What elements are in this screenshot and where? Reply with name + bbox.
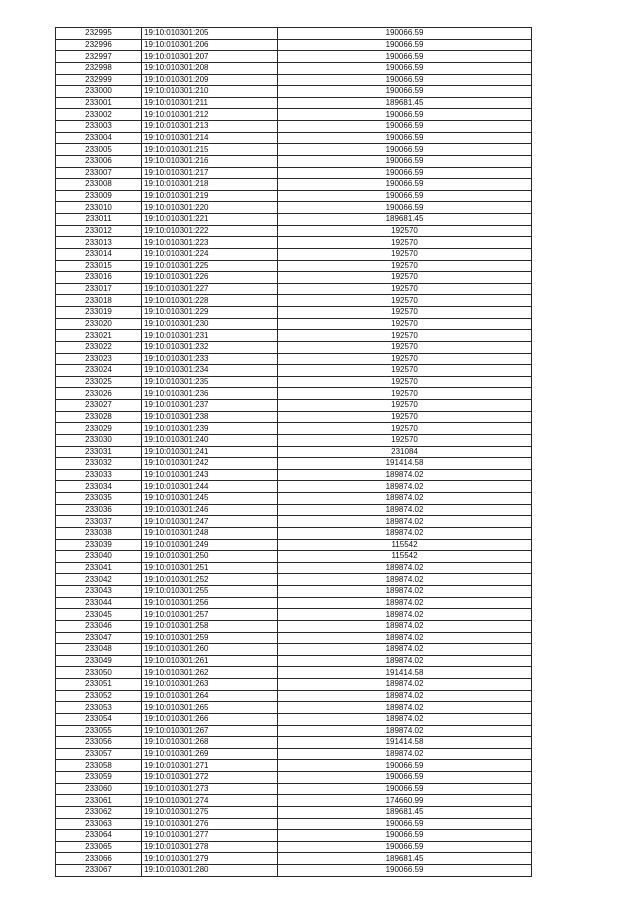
value-cell: 189874.02 (278, 748, 532, 760)
value-cell: 192570 (278, 341, 532, 353)
value-cell: 190066.59 (278, 28, 532, 40)
cadastral-number-cell: 19:10:010301:232 (142, 341, 278, 353)
cadastral-number-cell: 19:10:010301:263 (142, 679, 278, 691)
value-cell: 189874.02 (278, 504, 532, 516)
row-number-cell: 233011 (56, 214, 142, 226)
row-number-cell: 233041 (56, 562, 142, 574)
row-number-cell: 233001 (56, 97, 142, 109)
table-row (56, 562, 532, 574)
cadastral-number-cell: 19:10:010301:207 (142, 51, 278, 63)
value-cell: 189874.02 (278, 586, 532, 598)
row-number-cell: 233025 (56, 376, 142, 388)
table-row (56, 423, 532, 435)
cadastral-number-cell: 19:10:010301:206 (142, 39, 278, 51)
value-cell: 115542 (278, 551, 532, 563)
table-row (56, 51, 532, 63)
cadastral-number-cell: 19:10:010301:249 (142, 539, 278, 551)
row-number-cell: 233061 (56, 795, 142, 807)
cadastral-number-cell: 19:10:010301:228 (142, 295, 278, 307)
cadastral-number-cell: 19:10:010301:213 (142, 121, 278, 133)
value-cell: 190066.59 (278, 144, 532, 156)
table-row (56, 713, 532, 725)
value-cell: 115542 (278, 539, 532, 551)
table-body (56, 28, 532, 877)
value-cell: 190066.59 (278, 179, 532, 191)
value-cell: 192570 (278, 423, 532, 435)
value-cell: 192570 (278, 388, 532, 400)
value-cell: 191414.58 (278, 737, 532, 749)
row-number-cell: 233017 (56, 283, 142, 295)
table-row (56, 214, 532, 226)
row-number-cell: 233029 (56, 423, 142, 435)
row-number-cell: 233035 (56, 493, 142, 505)
table-row (56, 772, 532, 784)
value-cell: 174660.99 (278, 795, 532, 807)
table-row (56, 690, 532, 702)
value-cell: 192570 (278, 434, 532, 446)
table-row (56, 74, 532, 86)
cadastral-number-cell: 19:10:010301:210 (142, 86, 278, 98)
table-row (56, 318, 532, 330)
value-cell: 189874.02 (278, 469, 532, 481)
table-row (56, 539, 532, 551)
value-cell: 192570 (278, 330, 532, 342)
row-number-cell: 233064 (56, 830, 142, 842)
table-row (56, 806, 532, 818)
table-row (56, 795, 532, 807)
row-number-cell: 233039 (56, 539, 142, 551)
row-number-cell: 233031 (56, 446, 142, 458)
row-number-cell: 233037 (56, 516, 142, 528)
cadastral-number-cell: 19:10:010301:205 (142, 28, 278, 40)
cadastral-number-cell: 19:10:010301:223 (142, 237, 278, 249)
row-number-cell: 233050 (56, 667, 142, 679)
cadastral-number-cell: 19:10:010301:221 (142, 214, 278, 226)
value-cell: 190066.59 (278, 132, 532, 144)
table-row (56, 620, 532, 632)
table-row (56, 702, 532, 714)
table-row (56, 97, 532, 109)
table-row (56, 330, 532, 342)
value-cell: 192570 (278, 411, 532, 423)
row-number-cell: 233024 (56, 365, 142, 377)
row-number-cell: 232996 (56, 39, 142, 51)
cadastral-number-cell: 19:10:010301:230 (142, 318, 278, 330)
cadastral-number-cell: 19:10:010301:243 (142, 469, 278, 481)
table-row (56, 655, 532, 667)
table-row (56, 62, 532, 74)
cadastral-number-cell: 19:10:010301:276 (142, 818, 278, 830)
table-row (56, 353, 532, 365)
cadastral-number-cell: 19:10:010301:260 (142, 644, 278, 656)
cadastral-number-cell: 19:10:010301:274 (142, 795, 278, 807)
value-cell: 192570 (278, 248, 532, 260)
cadastral-number-cell: 19:10:010301:211 (142, 97, 278, 109)
cadastral-number-cell: 19:10:010301:268 (142, 737, 278, 749)
value-cell: 189874.02 (278, 655, 532, 667)
row-number-cell: 233036 (56, 504, 142, 516)
row-number-cell: 233058 (56, 760, 142, 772)
row-number-cell: 233038 (56, 527, 142, 539)
table-row (56, 283, 532, 295)
table-row (56, 307, 532, 319)
row-number-cell: 233002 (56, 109, 142, 121)
table-row (56, 865, 532, 877)
table-row (56, 411, 532, 423)
table-row (56, 527, 532, 539)
table-row (56, 132, 532, 144)
cadastral-number-cell: 19:10:010301:217 (142, 167, 278, 179)
table-row (56, 597, 532, 609)
table-row (56, 260, 532, 272)
table-row (56, 458, 532, 470)
table-row (56, 155, 532, 167)
value-cell: 189874.02 (278, 481, 532, 493)
cadastral-number-cell: 19:10:010301:224 (142, 248, 278, 260)
table-row (56, 679, 532, 691)
value-cell: 190066.59 (278, 39, 532, 51)
row-number-cell: 233051 (56, 679, 142, 691)
value-cell: 189874.02 (278, 493, 532, 505)
table-row (56, 818, 532, 830)
value-cell: 189874.02 (278, 574, 532, 586)
cadastral-number-cell: 19:10:010301:218 (142, 179, 278, 191)
cadastral-number-cell: 19:10:010301:251 (142, 562, 278, 574)
row-number-cell: 233026 (56, 388, 142, 400)
cadastral-number-cell: 19:10:010301:262 (142, 667, 278, 679)
value-cell: 192570 (278, 376, 532, 388)
cadastral-number-cell: 19:10:010301:237 (142, 400, 278, 412)
cadastral-number-cell: 19:10:010301:264 (142, 690, 278, 702)
cadastral-number-cell: 19:10:010301:273 (142, 783, 278, 795)
table-row (56, 167, 532, 179)
value-cell: 190066.59 (278, 109, 532, 121)
cadastral-number-cell: 19:10:010301:233 (142, 353, 278, 365)
cadastral-number-cell: 19:10:010301:208 (142, 62, 278, 74)
cadastral-number-cell: 19:10:010301:266 (142, 713, 278, 725)
value-cell: 190066.59 (278, 86, 532, 98)
cadastral-number-cell: 19:10:010301:234 (142, 365, 278, 377)
cadastral-number-cell: 19:10:010301:245 (142, 493, 278, 505)
cadastral-number-cell: 19:10:010301:231 (142, 330, 278, 342)
value-cell: 192570 (278, 237, 532, 249)
value-cell: 192570 (278, 225, 532, 237)
cadastral-number-cell: 19:10:010301:248 (142, 527, 278, 539)
row-number-cell: 233013 (56, 237, 142, 249)
table-row (56, 469, 532, 481)
table-row (56, 830, 532, 842)
row-number-cell: 233021 (56, 330, 142, 342)
row-number-cell: 233040 (56, 551, 142, 563)
table-row (56, 737, 532, 749)
table-row (56, 551, 532, 563)
value-cell: 190066.59 (278, 772, 532, 784)
row-number-cell: 233023 (56, 353, 142, 365)
row-number-cell: 233060 (56, 783, 142, 795)
row-number-cell: 233056 (56, 737, 142, 749)
value-cell: 192570 (278, 318, 532, 330)
table-row (56, 376, 532, 388)
table-row (56, 248, 532, 260)
cadastral-number-cell: 19:10:010301:229 (142, 307, 278, 319)
row-number-cell: 233066 (56, 853, 142, 865)
value-cell: 190066.59 (278, 155, 532, 167)
value-cell: 189874.02 (278, 632, 532, 644)
cadastral-number-cell: 19:10:010301:244 (142, 481, 278, 493)
value-cell: 189874.02 (278, 527, 532, 539)
cadastral-number-cell: 19:10:010301:272 (142, 772, 278, 784)
value-cell: 189681.45 (278, 853, 532, 865)
row-number-cell: 233018 (56, 295, 142, 307)
table-row (56, 121, 532, 133)
row-number-cell: 232999 (56, 74, 142, 86)
row-number-cell: 233057 (56, 748, 142, 760)
data-table (55, 27, 532, 877)
table-row (56, 86, 532, 98)
row-number-cell: 233047 (56, 632, 142, 644)
row-number-cell: 233048 (56, 644, 142, 656)
value-cell: 192570 (278, 295, 532, 307)
row-number-cell: 233010 (56, 202, 142, 214)
table-row (56, 202, 532, 214)
row-number-cell: 233045 (56, 609, 142, 621)
row-number-cell: 233067 (56, 865, 142, 877)
table-row (56, 516, 532, 528)
table-row (56, 667, 532, 679)
cadastral-number-cell: 19:10:010301:215 (142, 144, 278, 156)
row-number-cell: 233055 (56, 725, 142, 737)
table-row (56, 644, 532, 656)
cadastral-number-cell: 19:10:010301:240 (142, 434, 278, 446)
cadastral-number-cell: 19:10:010301:239 (142, 423, 278, 435)
value-cell: 190066.59 (278, 830, 532, 842)
value-cell: 192570 (278, 353, 532, 365)
value-cell: 189681.45 (278, 806, 532, 818)
value-cell: 190066.59 (278, 818, 532, 830)
cadastral-number-cell: 19:10:010301:236 (142, 388, 278, 400)
cadastral-number-cell: 19:10:010301:258 (142, 620, 278, 632)
value-cell: 189681.45 (278, 214, 532, 226)
cadastral-number-cell: 19:10:010301:235 (142, 376, 278, 388)
cadastral-number-cell: 19:10:010301:255 (142, 586, 278, 598)
row-number-cell: 232995 (56, 28, 142, 40)
table-row (56, 39, 532, 51)
row-number-cell: 233043 (56, 586, 142, 598)
cadastral-number-cell: 19:10:010301:247 (142, 516, 278, 528)
table-row (56, 760, 532, 772)
cadastral-number-cell: 19:10:010301:250 (142, 551, 278, 563)
cadastral-number-cell: 19:10:010301:246 (142, 504, 278, 516)
cadastral-number-cell: 19:10:010301:241 (142, 446, 278, 458)
cadastral-number-cell: 19:10:010301:279 (142, 853, 278, 865)
row-number-cell: 232998 (56, 62, 142, 74)
table-row (56, 190, 532, 202)
value-cell: 189874.02 (278, 644, 532, 656)
value-cell: 190066.59 (278, 202, 532, 214)
value-cell: 192570 (278, 260, 532, 272)
cadastral-number-cell: 19:10:010301:238 (142, 411, 278, 423)
table-row (56, 144, 532, 156)
table-row (56, 609, 532, 621)
cadastral-number-cell: 19:10:010301:280 (142, 865, 278, 877)
row-number-cell: 233015 (56, 260, 142, 272)
value-cell: 190066.59 (278, 62, 532, 74)
cadastral-number-cell: 19:10:010301:227 (142, 283, 278, 295)
row-number-cell: 233006 (56, 155, 142, 167)
row-number-cell: 233059 (56, 772, 142, 784)
value-cell: 189874.02 (278, 597, 532, 609)
value-cell: 192570 (278, 272, 532, 284)
row-number-cell: 233030 (56, 434, 142, 446)
table-row (56, 388, 532, 400)
row-number-cell: 232997 (56, 51, 142, 63)
value-cell: 189874.02 (278, 690, 532, 702)
table-row (56, 295, 532, 307)
row-number-cell: 233016 (56, 272, 142, 284)
row-number-cell: 233008 (56, 179, 142, 191)
table-row (56, 493, 532, 505)
row-number-cell: 233004 (56, 132, 142, 144)
cadastral-number-cell: 19:10:010301:265 (142, 702, 278, 714)
table-row (56, 446, 532, 458)
value-cell: 189874.02 (278, 562, 532, 574)
value-cell: 190066.59 (278, 167, 532, 179)
cadastral-number-cell: 19:10:010301:209 (142, 74, 278, 86)
value-cell: 190066.59 (278, 190, 532, 202)
cadastral-number-cell: 19:10:010301:269 (142, 748, 278, 760)
row-number-cell: 233003 (56, 121, 142, 133)
value-cell: 192570 (278, 365, 532, 377)
row-number-cell: 233062 (56, 806, 142, 818)
cadastral-number-cell: 19:10:010301:222 (142, 225, 278, 237)
table-row (56, 179, 532, 191)
value-cell: 190066.59 (278, 841, 532, 853)
row-number-cell: 233046 (56, 620, 142, 632)
row-number-cell: 233049 (56, 655, 142, 667)
value-cell: 190066.59 (278, 760, 532, 772)
value-cell: 189874.02 (278, 609, 532, 621)
row-number-cell: 233065 (56, 841, 142, 853)
table-row (56, 341, 532, 353)
value-cell: 190066.59 (278, 74, 532, 86)
table-row (56, 853, 532, 865)
cadastral-number-cell: 19:10:010301:212 (142, 109, 278, 121)
value-cell: 189874.02 (278, 725, 532, 737)
cadastral-number-cell: 19:10:010301:256 (142, 597, 278, 609)
table-row (56, 504, 532, 516)
table-row (56, 748, 532, 760)
table-row (56, 225, 532, 237)
table-row (56, 400, 532, 412)
row-number-cell: 233053 (56, 702, 142, 714)
value-cell: 189874.02 (278, 702, 532, 714)
row-number-cell: 233044 (56, 597, 142, 609)
value-cell: 190066.59 (278, 865, 532, 877)
value-cell: 189874.02 (278, 516, 532, 528)
table-row (56, 574, 532, 586)
value-cell: 189681.45 (278, 97, 532, 109)
cadastral-number-cell: 19:10:010301:252 (142, 574, 278, 586)
value-cell: 231084 (278, 446, 532, 458)
value-cell: 192570 (278, 283, 532, 295)
table-row (56, 481, 532, 493)
row-number-cell: 233063 (56, 818, 142, 830)
cadastral-number-cell: 19:10:010301:261 (142, 655, 278, 667)
table-row (56, 725, 532, 737)
value-cell: 190066.59 (278, 51, 532, 63)
row-number-cell: 233042 (56, 574, 142, 586)
row-number-cell: 233022 (56, 341, 142, 353)
row-number-cell: 233009 (56, 190, 142, 202)
row-number-cell: 233054 (56, 713, 142, 725)
row-number-cell: 233034 (56, 481, 142, 493)
table-row (56, 841, 532, 853)
table-row (56, 434, 532, 446)
value-cell: 189874.02 (278, 620, 532, 632)
cadastral-number-cell: 19:10:010301:259 (142, 632, 278, 644)
cadastral-number-cell: 19:10:010301:242 (142, 458, 278, 470)
cadastral-number-cell: 19:10:010301:278 (142, 841, 278, 853)
table-row (56, 783, 532, 795)
value-cell: 191414.58 (278, 667, 532, 679)
cadastral-number-cell: 19:10:010301:267 (142, 725, 278, 737)
cadastral-number-cell: 19:10:010301:271 (142, 760, 278, 772)
row-number-cell: 233028 (56, 411, 142, 423)
value-cell: 191414.58 (278, 458, 532, 470)
table-row (56, 586, 532, 598)
table-row (56, 237, 532, 249)
table-row (56, 632, 532, 644)
table-row (56, 365, 532, 377)
cadastral-number-cell: 19:10:010301:220 (142, 202, 278, 214)
row-number-cell: 233007 (56, 167, 142, 179)
cadastral-number-cell: 19:10:010301:214 (142, 132, 278, 144)
cadastral-number-cell: 19:10:010301:226 (142, 272, 278, 284)
table-row (56, 28, 532, 40)
row-number-cell: 233020 (56, 318, 142, 330)
cadastral-number-cell: 19:10:010301:257 (142, 609, 278, 621)
row-number-cell: 233019 (56, 307, 142, 319)
value-cell: 189874.02 (278, 713, 532, 725)
table-row (56, 272, 532, 284)
value-cell: 192570 (278, 400, 532, 412)
value-cell: 189874.02 (278, 679, 532, 691)
value-cell: 192570 (278, 307, 532, 319)
row-number-cell: 233032 (56, 458, 142, 470)
cadastral-number-cell: 19:10:010301:219 (142, 190, 278, 202)
row-number-cell: 233000 (56, 86, 142, 98)
cadastral-number-cell: 19:10:010301:277 (142, 830, 278, 842)
cadastral-number-cell: 19:10:010301:216 (142, 155, 278, 167)
row-number-cell: 233005 (56, 144, 142, 156)
value-cell: 190066.59 (278, 783, 532, 795)
row-number-cell: 233033 (56, 469, 142, 481)
cadastral-number-cell: 19:10:010301:275 (142, 806, 278, 818)
row-number-cell: 233012 (56, 225, 142, 237)
row-number-cell: 233027 (56, 400, 142, 412)
row-number-cell: 233014 (56, 248, 142, 260)
cadastral-number-cell: 19:10:010301:225 (142, 260, 278, 272)
row-number-cell: 233052 (56, 690, 142, 702)
table-row (56, 109, 532, 121)
value-cell: 190066.59 (278, 121, 532, 133)
